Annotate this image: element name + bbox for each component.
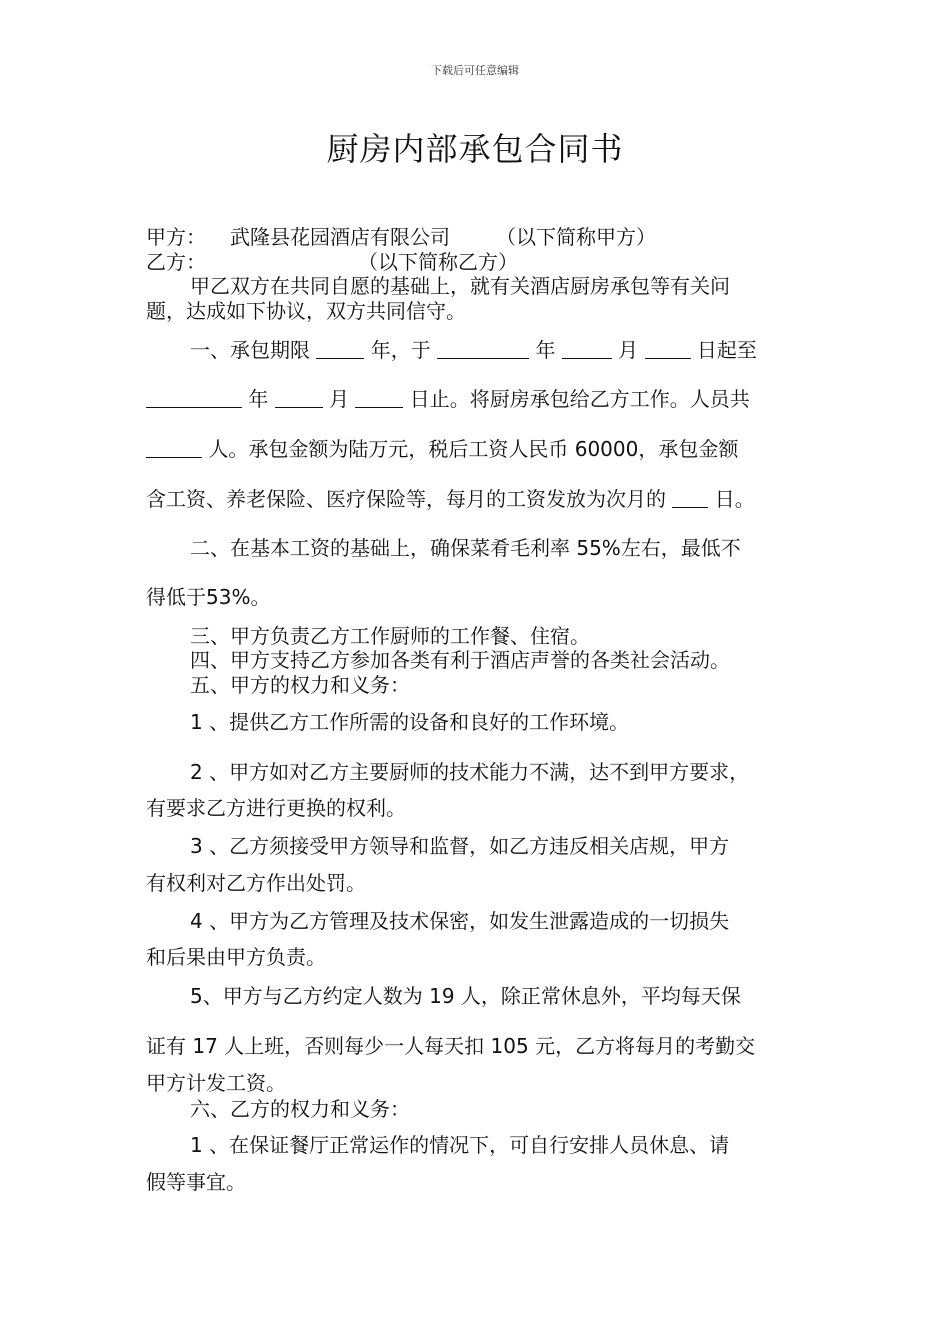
clause-5-item-1: [190, 710, 629, 734]
clause-2-line-2: [146, 585, 270, 609]
clause-1-text: 人。承包金额为陆万元，税后工资人民币: [208, 437, 569, 461]
item-number: 1: [190, 710, 203, 734]
item-text: 、甲方为乙方管理及技术保密，如发生泄露造成的一切损失: [209, 909, 730, 933]
clause-2-line-1: [190, 536, 741, 560]
party-a-alias: （以下简称甲方）: [496, 225, 656, 249]
blank-field: [672, 489, 708, 508]
party-a-line: [146, 225, 206, 249]
item-text: 元，乙方将每月的考勤交: [535, 1034, 756, 1058]
min-margin-rate: 53%: [206, 585, 251, 609]
clause-6-item-1: [190, 1133, 729, 1157]
clause-5-item-5: [190, 984, 741, 1008]
staff-count: 19: [429, 984, 455, 1008]
page-header-note: 下载后可任意编辑: [431, 64, 519, 77]
clause-6-heading: 六、乙方的权力和义务：: [190, 1097, 410, 1121]
blank-field: [645, 340, 691, 359]
clause-1-text: ，承包金额: [638, 437, 739, 461]
item-text: 证有: [146, 1034, 186, 1058]
item-number: 5: [190, 984, 203, 1008]
daily-staff-count: 17: [192, 1034, 218, 1058]
clause-2-text: 左右，最低不: [620, 536, 741, 560]
clause-1-line-3: [146, 437, 738, 461]
clause-1-line-1: [190, 338, 757, 362]
clause-5-item-3: [190, 834, 729, 858]
party-a-label: 甲方：: [146, 225, 206, 249]
clause-2-text: 二、在基本工资的基础上，确保菜肴毛利率: [190, 536, 570, 560]
party-b-label: 乙方：: [146, 250, 206, 274]
blank-field: [437, 340, 529, 359]
party-b-alias: （以下简称乙方）: [358, 250, 518, 274]
deduction-amount: 105: [490, 1034, 529, 1058]
clause-1-text: 月: [618, 338, 639, 362]
item-number: 2: [190, 760, 203, 784]
item-number: 1: [190, 1133, 203, 1157]
clause-5-item-2-cont: 有要求乙方进行更换的权利。: [146, 796, 406, 820]
clause-1-text: 月: [329, 387, 350, 411]
item-text: 、提供乙方工作所需的设备和良好的工作环境。: [209, 710, 630, 734]
item-text: 人上班，否则每少一人每天扣: [224, 1034, 485, 1058]
clause-5-item-3-cont: 有权利对乙方作出处罚。: [146, 871, 366, 895]
item-text: 人，除正常休息外，平均每天保: [460, 984, 741, 1008]
item-text: 、甲方如对乙方主要厨师的技术能力不满，达不到甲方要求，: [209, 760, 750, 784]
clause-5-item-4: [190, 909, 729, 933]
clause-2-text: 得低于: [146, 585, 206, 609]
clause-3: 三、甲方负责乙方工作厨师的工作餐、住宿。: [190, 624, 590, 648]
clause-4: 四、甲方支持乙方参加各类有利于酒店声誉的各类社会活动。: [190, 648, 730, 672]
clause-1-text: 年: [535, 338, 556, 362]
item-text: 、甲方与乙方约定人数为: [202, 984, 423, 1008]
clause-1-line-2: [146, 387, 750, 411]
clause-1-text: 含工资、养老保险、医疗保险等，每月的工资发放为次月的: [146, 487, 666, 511]
clause-5-item-4-cont: 和后果由甲方负责。: [146, 945, 326, 969]
item-number: 3: [190, 834, 203, 858]
blank-field: [355, 389, 403, 408]
contract-amount: 60000: [574, 437, 639, 461]
clause-5-heading: 五、甲方的权力和义务：: [190, 673, 410, 697]
clause-1-text: 日止。将厨房承包给乙方工作。人员共: [409, 387, 750, 411]
item-text: 、在保证餐厅正常运作的情况下，可自行安排人员休息、请: [209, 1133, 730, 1157]
clause-1-text: 日。: [714, 487, 755, 511]
clause-2-text: 。: [250, 585, 271, 609]
document-title: 厨房内部承包合同书: [326, 130, 624, 168]
blank-field: [275, 389, 323, 408]
clause-1-text: 年: [248, 387, 269, 411]
clause-5-item-2: [190, 760, 749, 784]
intro-line-2: 题，达成如下协议，双方共同信守。: [146, 299, 466, 323]
clause-1-text: 年，于: [370, 338, 431, 362]
blank-field: [562, 340, 612, 359]
clause-5-item-5-cont: 甲方计发工资。: [146, 1071, 286, 1095]
clause-5-item-5-line-2: [146, 1034, 755, 1058]
item-number: 4: [190, 909, 203, 933]
item-text: 、乙方须接受甲方领导和监督，如乙方违反相关店规，甲方: [209, 834, 730, 858]
party-a-name: 武隆县花园酒店有限公司: [230, 225, 450, 249]
clause-1-line-4: [146, 487, 755, 511]
clause-1-text: 一、承包期限: [190, 338, 310, 362]
blank-field: [146, 439, 202, 458]
intro-line-1: 甲乙双方在共同自愿的基础上，就有关酒店厨房承包等有关问: [190, 274, 730, 298]
blank-field: [146, 389, 242, 408]
gross-margin-rate: 55%: [576, 536, 621, 560]
blank-field: [316, 340, 364, 359]
clause-6-item-1-cont: 假等事宜。: [146, 1170, 246, 1194]
clause-1-text: 日起至: [696, 338, 757, 362]
